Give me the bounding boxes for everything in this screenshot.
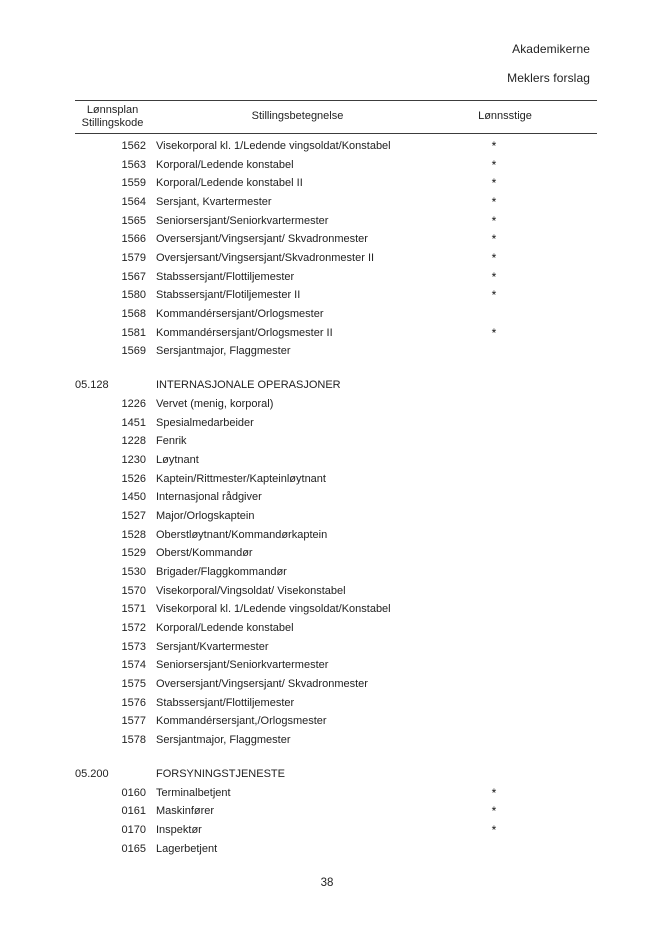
lonnsstige-cell [454,414,534,433]
stillingsbetegnelse-cell: Kaptein/Rittmester/Kapteinløytnant [156,472,326,485]
section-title: INTERNASJONALE OPERASJONER [156,379,341,392]
section-header-row [75,765,597,784]
column-header-lonnsplan-stillingskode [75,104,150,131]
stillingsbetegnelse-cell: Stabssersjant/Flottiljemester [156,270,295,283]
stillingskode-cell: 1559 [121,177,146,190]
stillingsbetegnelse-cell: Inspektør [156,823,202,836]
stillingsbetegnelse-cell: Stabssersjant/Flottiljemester [156,696,295,709]
lonnsstige-cell: * [491,288,497,303]
stillingsbetegnelse-cell: Sersjantmajor, Flaggmester [156,345,291,358]
table-row [75,694,597,713]
table-row [75,324,597,343]
stillingskode-cell: 1564 [121,195,146,208]
table-row [75,563,597,582]
lonnsstige-cell: * [491,139,497,153]
lonnsstige-cell [454,451,534,470]
table-row [75,712,597,731]
stillingskode-cell: 1571 [121,603,146,616]
table-row [75,286,597,305]
stillingskode-cell: 1569 [121,345,146,358]
lonnsstige-cell: * [491,157,497,172]
stillingsbetegnelse-cell: Kommandérsersjant/Orlogsmester [156,307,324,320]
lonnsstige-cell: * [491,269,497,284]
stillingsbetegnelse-cell: Stabssersjant/Flotiljemester II [156,289,301,302]
stillingsbetegnelse-cell: Seniorsersjant/Seniorkvartermester [156,214,329,227]
lonnsstige-cell [454,600,534,619]
lonnsstige-cell [454,582,534,601]
stillingskode-cell: 1568 [121,307,146,320]
stillingsbetegnelse-cell: Sersjant/Kvartermester [156,640,269,653]
column-header-stillingsbetegnelse: Stillingsbetegnelse [251,110,344,123]
stillingskode-cell: 1529 [121,547,146,560]
stillingskode-cell: 1573 [121,640,146,653]
lonnsstige-cell: * [491,213,497,228]
table-row [75,342,597,361]
column-header-lonnsstige: Lønnsstige [478,110,532,123]
header-doc-title: Meklers forslag [507,71,590,85]
stillingskode-cell: 1578 [121,733,146,746]
table-row [75,156,597,175]
stillingsbetegnelse-cell: Sersjant, Kvartermester [156,195,272,208]
lonnsstige-cell: * [491,325,497,340]
stillingsbetegnelse-cell: Visekorporal kl. 1/Ledende vingsoldat/Konstabel [156,140,391,152]
lonnsstige-cell [454,342,534,361]
stillingskode-cell: 1576 [121,696,146,709]
table-row [75,526,597,545]
stillingsbetegnelse-cell: Korporal/Ledende konstabel [156,621,294,634]
stillingskode-cell: 1526 [121,472,146,485]
table-row [75,305,597,324]
section-title: FORSYNINGSTJENESTE [156,768,285,780]
lonnsstige-cell: * [491,232,497,247]
table-row [75,193,597,212]
table-body [75,134,597,858]
lonnsstige-cell [454,488,534,507]
stillingsbetegnelse-cell: Korporal/Ledende konstabel [156,158,294,171]
table-row [75,656,597,675]
page-number: 38 [320,877,334,889]
stillingsbetegnelse-cell: Visekorporal kl. 1/Ledende vingsoldat/Konstabel [156,603,391,616]
stillingsbetegnelse-cell: Seniorsersjant/Seniorkvartermester [156,659,329,672]
stillingsbetegnelse-cell: Maskinfører [156,805,215,818]
lonnsstige-cell [454,395,534,414]
table-row [75,432,597,451]
stillingskode-cell: 1528 [121,528,146,541]
table-row [75,230,597,249]
stillingsbetegnelse-cell: Visekorporal/Vingsoldat/ Visekonstabel [156,584,346,597]
stillingsbetegnelse-cell: Kommandérsersjant/Orlogsmester II [156,326,333,339]
stillingskode-cell: 1563 [121,158,146,171]
stillingskode-cell: 1570 [121,584,146,597]
stillingskode-cell: 0160 [121,786,146,799]
lonnsstige-cell [454,305,534,324]
stillingskode-cell: 1572 [121,621,146,634]
stillingsbetegnelse-cell: Oversjersant/Vingsersjant/Skvadronmester II [156,251,375,264]
lonnsplan-code: 05.128 [75,379,109,392]
lonnsstige-cell [454,694,534,713]
lonnsstige-cell [454,675,534,694]
stillingskode-cell: 1565 [121,214,146,227]
lonnsstige-cell [454,470,534,489]
stillingsbetegnelse-cell: Løytnant [156,454,199,466]
stillingsbetegnelse-cell: Internasjonal rådgiver [156,491,262,504]
lonnsstige-cell [454,840,534,859]
stillingskode-cell: 1579 [121,251,146,264]
table-row [75,731,597,750]
header-org-name: Akademikerne [512,42,590,56]
lonnsstige-cell [454,526,534,545]
lonnsstige-cell [454,656,534,675]
stillingskode-cell: 1450 [121,491,146,504]
lonnsstige-cell [454,619,534,638]
table-row [75,802,597,821]
table-row [75,840,597,859]
lonnsstige-cell [454,638,534,657]
stillingsbetegnelse-cell: Kommandérsersjant,/Orlogsmester [156,715,327,728]
lonnsstige-cell: * [491,822,497,837]
table-row [75,544,597,563]
stillingskode-cell: 1451 [121,416,146,429]
lonnsstige-cell [454,563,534,582]
lonnsstige-cell [454,507,534,526]
lonnsstige-cell [454,712,534,731]
stillingsbetegnelse-cell: Oberst/Kommandør [156,547,253,560]
column-header-stillingskode: Stillingskode [81,117,144,129]
table-row [75,470,597,489]
stillingskode-cell: 0165 [121,842,146,855]
column-header-lonnsplan: Lønnsplan [86,103,139,116]
stillingsbetegnelse-cell: Oberstløytnant/Kommandørkaptein [156,528,328,541]
table-row [75,619,597,638]
stillingskode-cell: 1562 [121,140,146,152]
table-row [75,212,597,231]
lonnsstige-cell [454,731,534,750]
stillingsbetegnelse-cell: Terminalbetjent [156,786,231,799]
table-row [75,507,597,526]
table-row [75,414,597,433]
stillingskode-cell: 1581 [121,326,146,339]
table-row [75,675,597,694]
stillingsbetegnelse-cell: Major/Orlogskaptein [156,509,255,522]
section-header-row [75,376,597,395]
stillingskode-cell: 1230 [121,454,146,466]
lonnsplan-code: 05.200 [75,768,109,780]
stillingskode-cell: 1530 [121,565,146,578]
stillingskode-cell: 1567 [121,270,146,283]
table-row [75,784,597,803]
lonnsstige-cell: * [491,194,497,209]
stillingsbetegnelse-cell: Vervet (menig, korporal) [156,398,274,411]
stillingsbetegnelse-cell: Oversersjant/Vingsersjant/ Skvadronmester [156,233,368,246]
stillingskode-cell: 1575 [121,677,146,690]
lonnsstige-cell: * [491,250,497,265]
table-row [75,488,597,507]
stillingsbetegnelse-cell: Sersjantmajor, Flaggmester [156,733,291,746]
stillingskode-cell: 0170 [121,823,146,836]
table-header-row [75,100,597,134]
table-row [75,451,597,470]
lonnsstige-cell: * [491,176,497,191]
table-row [75,249,597,268]
lonnsstige-cell [454,544,534,563]
table-row [75,582,597,601]
stillingsbetegnelse-cell: Fenrik [156,435,187,448]
table-row [75,174,597,193]
lonnsstige-cell [454,432,534,451]
stillingsbetegnelse-cell: Brigader/Flaggkommandør [156,565,287,578]
stillingsbetegnelse-cell: Oversersjant/Vingsersjant/ Skvadronmester [156,677,368,690]
stillingskode-cell: 1228 [121,435,146,448]
stillingskode-cell: 1574 [121,659,146,672]
table-row [75,638,597,657]
table-row [75,821,597,840]
lonnsstige-cell: * [491,785,497,800]
stillingsbetegnelse-cell: Spesialmedarbeider [156,416,254,429]
stillingskode-cell: 0161 [121,805,146,818]
stillingsbetegnelse-cell: Lagerbetjent [156,842,218,855]
table-row [75,600,597,619]
salary-table [75,100,597,858]
stillingskode-cell: 1527 [121,509,146,522]
stillingskode-cell: 1580 [121,289,146,302]
stillingskode-cell: 1226 [121,398,146,411]
stillingskode-cell: 1577 [121,715,146,728]
stillingsbetegnelse-cell: Korporal/Ledende konstabel II [156,177,303,190]
lonnsstige-cell: * [491,804,497,819]
table-row [75,395,597,414]
stillingskode-cell: 1566 [121,233,146,246]
table-row [75,137,597,156]
table-row [75,268,597,287]
